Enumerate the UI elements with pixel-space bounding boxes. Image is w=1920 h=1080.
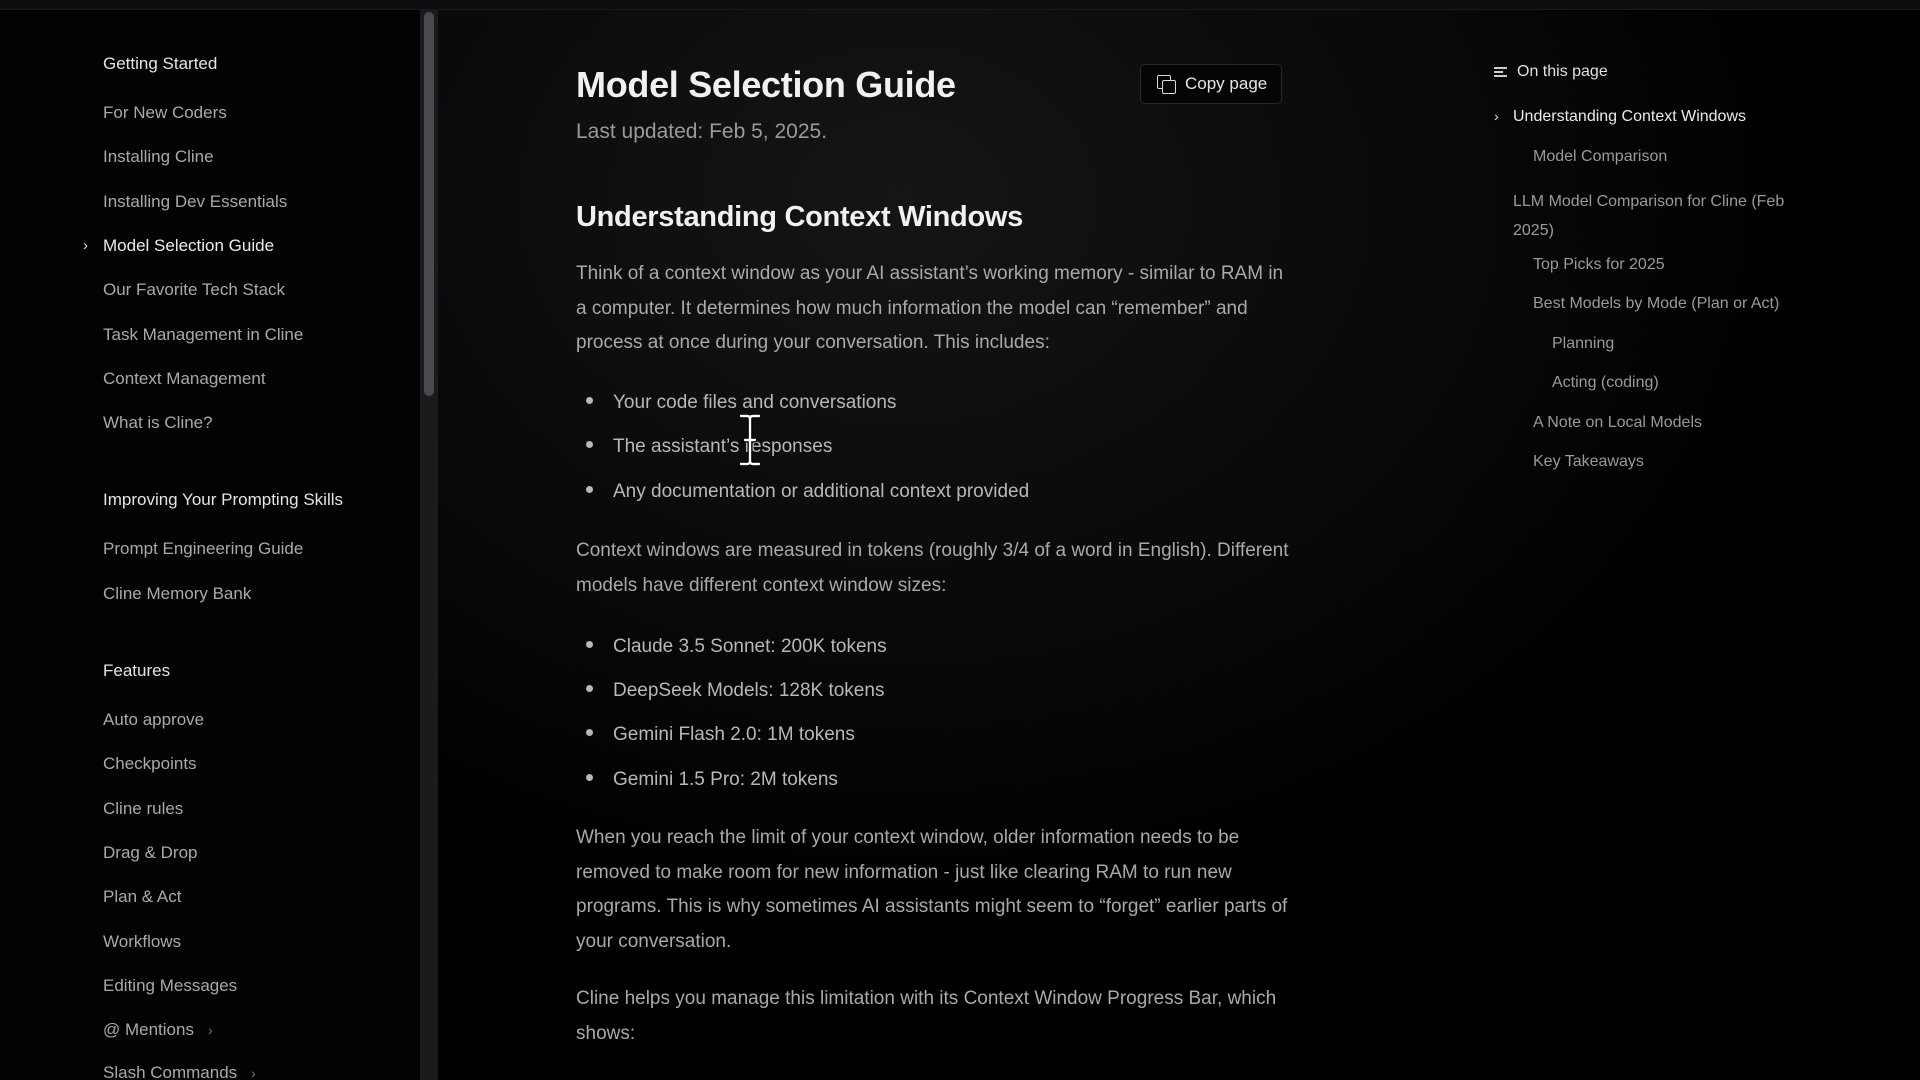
sidebar-item-label: Slash Commands bbox=[103, 1063, 238, 1080]
paragraph: Context windows are measured in tokens (roughly 3/4 of a word in English). Different models have different context window sizes: bbox=[576, 540, 1289, 596]
sidebar-nav bbox=[0, 10, 420, 1080]
sidebar-item-installing-dev-essentials[interactable]: Installing Dev Essentials bbox=[103, 192, 288, 211]
toc-heading-label: On this page bbox=[1517, 63, 1608, 80]
sidebar-item-for-new-coders[interactable]: For New Coders bbox=[103, 103, 227, 122]
sidebar-item-drag-drop[interactable]: Drag & Drop bbox=[103, 843, 198, 862]
sidebar-item-what-is-cline[interactable]: What is Cline? bbox=[103, 413, 213, 432]
paragraph: Cline helps you manage this limitation with its Context Window Progress Bar, which shows: bbox=[576, 988, 1277, 1044]
copy-page-label: Copy page bbox=[1185, 74, 1268, 93]
list-item: The assistant’s responses bbox=[586, 436, 832, 458]
copy-icon bbox=[1157, 75, 1175, 93]
sidebar-item-cline-rules[interactable]: Cline rules bbox=[103, 799, 184, 818]
toc-heading bbox=[1494, 63, 1608, 81]
sidebar-section-features: Features bbox=[103, 661, 171, 680]
sidebar-item-context-management[interactable]: Context Management bbox=[103, 369, 266, 388]
list-item: DeepSeek Models: 128K tokens bbox=[586, 680, 884, 702]
list-item: Gemini Flash 2.0: 1M tokens bbox=[586, 724, 855, 746]
chevron-right-icon: › bbox=[251, 1065, 256, 1080]
sidebar-item-task-management[interactable]: Task Management in Cline bbox=[103, 325, 304, 344]
list-item: Gemini 1.5 Pro: 2M tokens bbox=[586, 769, 838, 791]
sidebar-item-plan-act[interactable]: Plan & Act bbox=[103, 887, 182, 906]
last-updated: Last updated: Feb 5, 2025. bbox=[576, 120, 828, 143]
chevron-right-icon: › bbox=[1494, 108, 1499, 124]
sidebar-item-mentions[interactable] bbox=[103, 1020, 213, 1040]
toc-item-best-models-by-mode[interactable]: Best Models by Mode (Plan or Act) bbox=[1533, 295, 1780, 312]
toc-item-acting-coding[interactable]: Acting (coding) bbox=[1552, 374, 1659, 391]
sidebar-item-checkpoints[interactable]: Checkpoints bbox=[103, 754, 197, 773]
toc-item-understanding-context-windows[interactable]: Understanding Context Windows bbox=[1513, 108, 1747, 125]
sidebar-item-favorite-tech-stack[interactable]: Our Favorite Tech Stack bbox=[103, 280, 286, 299]
section-heading: Understanding Context Windows bbox=[576, 201, 1023, 233]
sidebar-item-label: @ Mentions bbox=[103, 1020, 194, 1039]
sidebar-item-workflows[interactable]: Workflows bbox=[103, 932, 182, 951]
top-bar bbox=[0, 0, 1920, 10]
sidebar-item-cline-memory-bank[interactable]: Cline Memory Bank bbox=[103, 584, 252, 603]
text-cursor-icon bbox=[738, 414, 762, 466]
paragraph: When you reach the limit of your context window, older information needs to be removed to make room for new information - just like clearing RAM to run new programs. This is why sometimes AI assistants might seem to “forget” earlier parts of your conversation. bbox=[576, 827, 1288, 952]
chevron-right-icon: › bbox=[83, 237, 88, 254]
chevron-right-icon: › bbox=[207, 1022, 213, 1038]
toc-item-planning[interactable]: Planning bbox=[1552, 335, 1615, 352]
sidebar-item-editing-messages[interactable]: Editing Messages bbox=[103, 976, 238, 995]
sidebar-item-slash-commands[interactable] bbox=[103, 1063, 256, 1080]
list-icon bbox=[1494, 67, 1507, 78]
sidebar-item-auto-approve[interactable]: Auto approve bbox=[103, 710, 205, 729]
toc-item-model-comparison[interactable]: Model Comparison bbox=[1533, 148, 1668, 165]
sidebar-item-model-selection-guide[interactable]: Model Selection Guide bbox=[103, 236, 275, 255]
sidebar-item-prompt-engineering-guide[interactable]: Prompt Engineering Guide bbox=[103, 539, 304, 558]
copy-page-button[interactable] bbox=[1140, 64, 1282, 104]
list-item: Your code files and conversations bbox=[586, 392, 896, 414]
toc-item-top-picks[interactable]: Top Picks for 2025 bbox=[1533, 256, 1665, 273]
paragraph: Think of a context window as your AI assistant’s working memory - similar to RAM in a computer. It determines how much information the model can “remember” and process at once during your conversation. This includes: bbox=[576, 263, 1284, 353]
sidebar-scrollbar-thumb[interactable] bbox=[424, 12, 434, 396]
toc-item-note-local-models[interactable]: A Note on Local Models bbox=[1533, 414, 1702, 431]
sidebar-item-installing-cline[interactable]: Installing Cline bbox=[103, 147, 214, 166]
toc-item-key-takeaways[interactable]: Key Takeaways bbox=[1533, 453, 1644, 470]
sidebar-section-prompting: Improving Your Prompting Skills bbox=[103, 490, 344, 509]
sidebar-section-getting-started: Getting Started bbox=[103, 54, 218, 73]
list-item: Any documentation or additional context provided bbox=[586, 481, 1029, 503]
page-title: Model Selection Guide bbox=[576, 64, 956, 105]
toc-item-llm-model-comparison[interactable]: LLM Model Comparison for Cline (Feb 2025) bbox=[1513, 193, 1785, 239]
list-item: Claude 3.5 Sonnet: 200K tokens bbox=[586, 636, 887, 658]
